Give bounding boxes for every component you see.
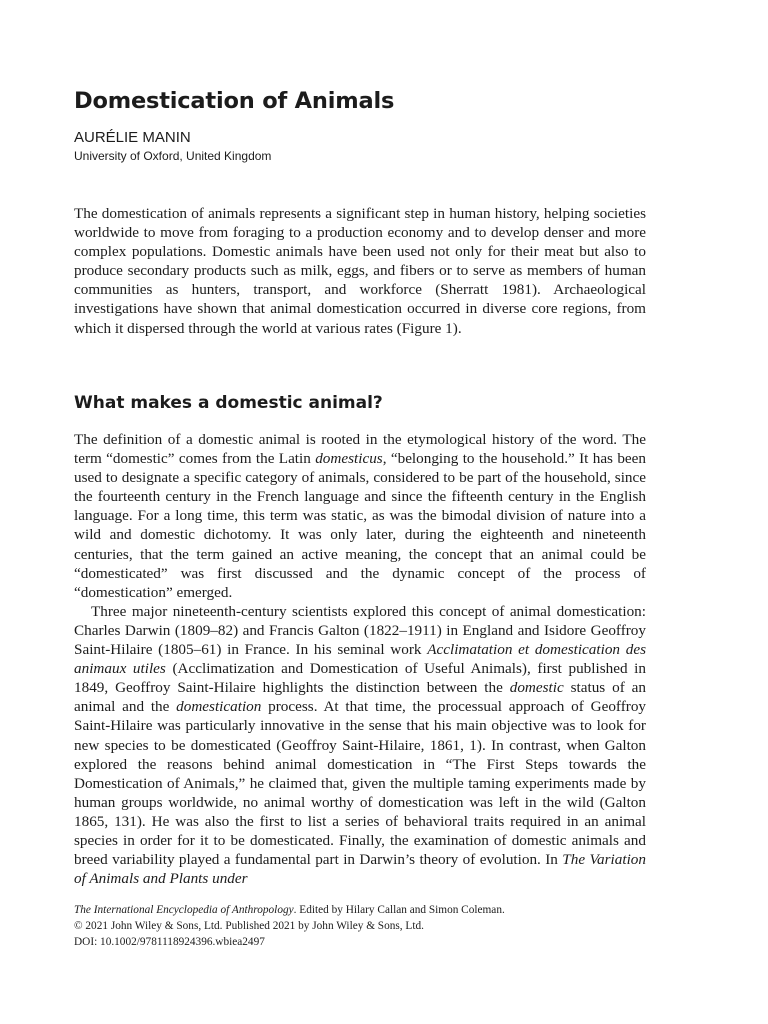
footer-doi: DOI: 10.1002/9781118924396.wbiea2497 (74, 936, 265, 948)
p1-italic-term: domesticus (315, 450, 383, 468)
p2-italic-book-title: Acclimatation et domestication des animaux utiles (74, 641, 646, 678)
encyclopedia-title: The International Encyclopedia of Anthropology (74, 904, 294, 916)
author-name: AURÉLIE MANIN (74, 129, 191, 146)
p1-text-c: , “belonging to the household.” It has been used to designate a specific category of animals, considered to be part of the household, since the fourteenth century in the French language and since the fifteenth century in the English language. For a long time, this term was static, as was the bimodal division of nature into a wild and domestic dichotomy. It was only later, during the eighteenth and nineteenth centuries, that the term gained an active meaning, the concept that an animal could be “domesticated” was first discussed and the dynamic concept of the process of “domestication” emerged. (74, 450, 646, 601)
p1-text-a: The definition of a domestic animal is rooted in the etymological history of the word. The term “domestic” comes from the Latin (74, 431, 646, 468)
footer-copyright: © 2021 John Wiley & Sons, Ltd. Published 2021 by John Wiley & Sons, Ltd. (74, 920, 424, 932)
section-paragraph-2 (74, 602, 646, 888)
author-affiliation: University of Oxford, United Kingdom (74, 149, 272, 163)
p2-text-a: Three major nineteenth-century scientists explored this concept of animal domestication: Charles Darwin (1809–82) and Francis Galton (1822–1911) in England and Isidore Geoffroy Saint-Hilaire (1805–61) in France. In his seminal work (74, 602, 646, 659)
section-heading: What makes a domestic animal? (74, 393, 383, 413)
intro-paragraph: The domestication of animals represents a significant step in human history, helping societies worldwide to move from foraging to a production economy and to develop denser and more complex populations. Domestic animals have been used not only for their meat but also to produce secondary products such as milk, eggs, and fibers or to serve as members of human communities as hunters, transport, and workforce (Sherratt 1981). Archaeological investigations have shown that animal domestication occurred in diverse core regions, from which it dispersed through the world at various rates (Figure 1). (74, 205, 646, 337)
p2-italic-darwin-title: The Variation of Animals and Plants under (74, 851, 646, 888)
footer-editors: . Edited by Hilary Callan and Simon Coleman. (293, 904, 505, 916)
p2-text-g: process. At that time, the processual approach of Geoffroy Saint-Hilaire was particularly innovative in the sense that his main objective was to look for new species to be domesticated (Geoffroy Saint-Hilaire, 1861, 1). In contrast, when Galton explored the reasons behind animal domestication in “The First Steps towards the Domestication of Animals,” he claimed that, given the multiple taming experiments made by human groups worldwide, no animal worthy of domestication was left in the wild (Galton 1865, 131). He was also the first to list a series of behavioral traits required in an animal species in order for it to be domesticated. Finally, the examination of domestic animals and breed variability played a fundamental part in Darwin’s theory of evolution. In (74, 698, 647, 869)
citation-footer (74, 902, 505, 950)
footer-line-1 (74, 902, 505, 918)
p2-italic-domestic: domestic (509, 679, 564, 697)
p2-text-c: (Acclimatization and Domestication of Useful Animals), first published in 1849, Geoffroy Saint-Hilaire highlights the distinction between the (74, 660, 646, 697)
section-paragraph-1 (74, 430, 646, 602)
section-body (74, 430, 646, 888)
p2-text-e: status of an animal and the (74, 679, 646, 716)
article-title: Domestication of Animals (74, 88, 395, 114)
p2-italic-domestication: domestication (176, 698, 262, 716)
